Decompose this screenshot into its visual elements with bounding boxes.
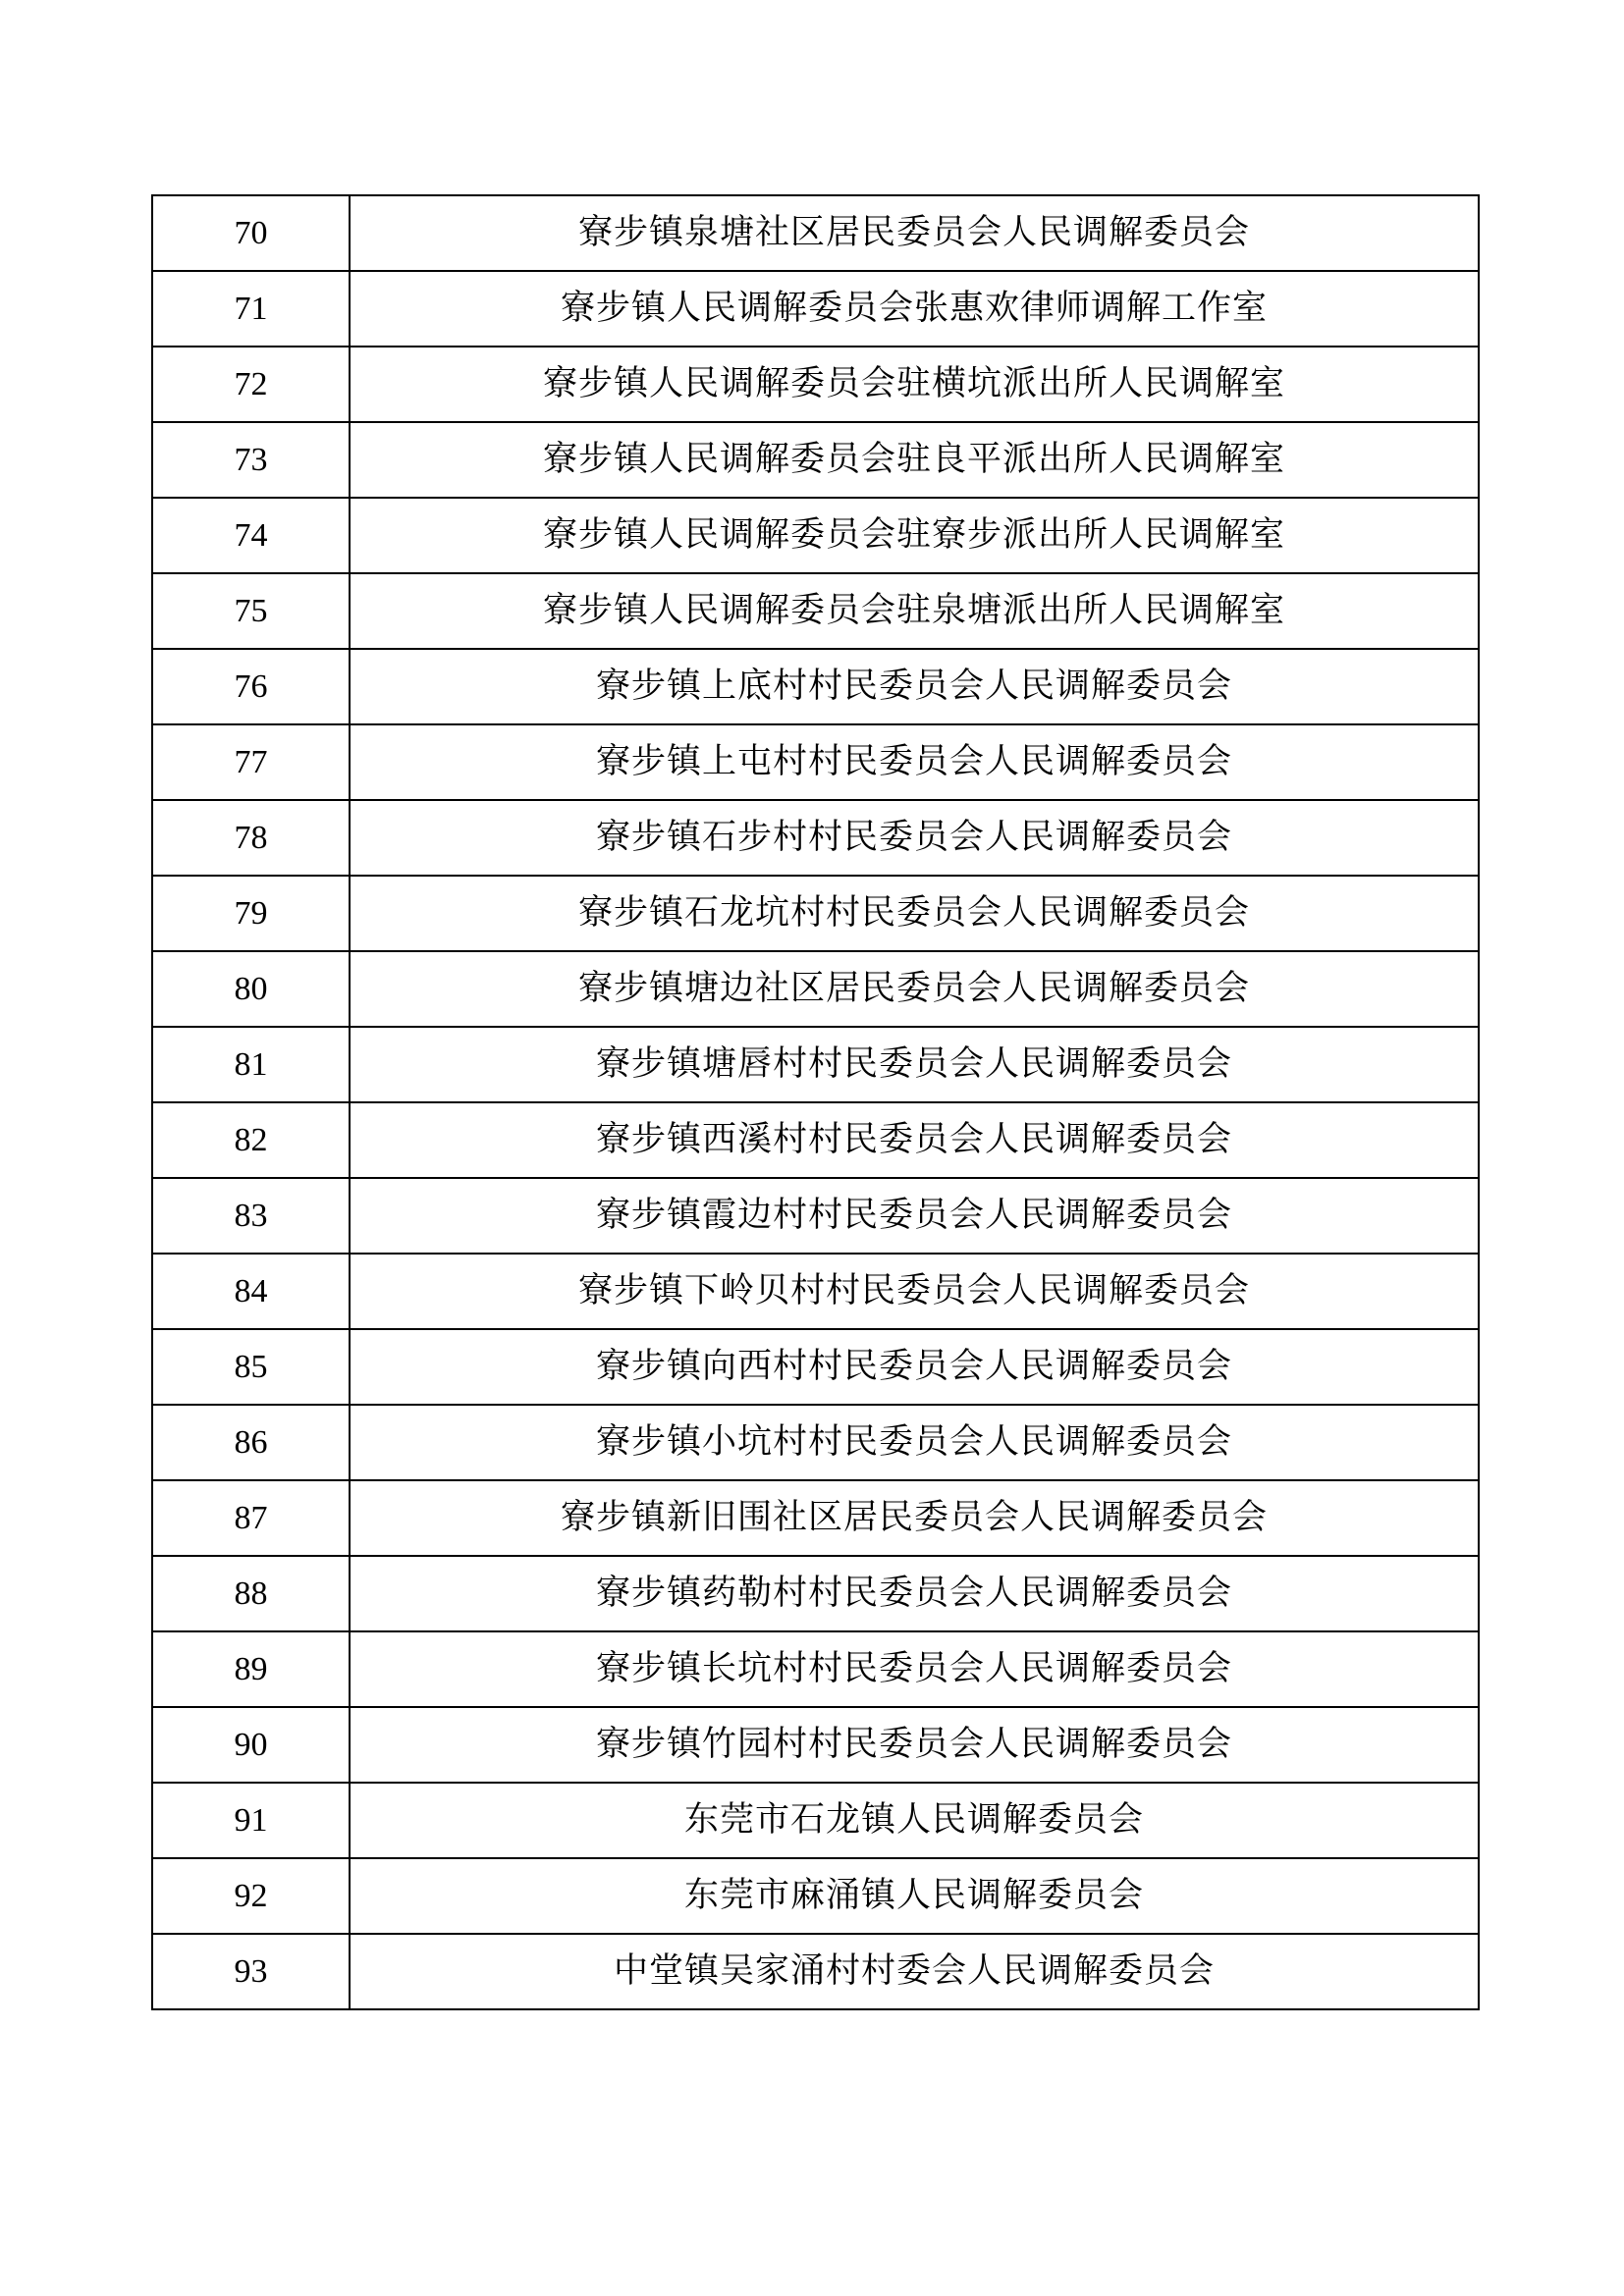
row-number: 91 [152,1783,350,1858]
table-row [152,1027,1479,1102]
row-number: 92 [152,1858,350,1934]
table-body [152,195,1479,2009]
table-row [152,1858,1479,1934]
row-number: 93 [152,1934,350,2009]
table-row [152,1329,1479,1405]
committee-name: 东莞市麻涌镇人民调解委员会 [350,1858,1479,1934]
mediation-committee-table [151,194,1480,2010]
committee-name: 寮步镇药勒村村民委员会人民调解委员会 [350,1556,1479,1631]
committee-name: 寮步镇人民调解委员会驻泉塘派出所人民调解室 [350,573,1479,649]
table-row [152,1556,1479,1631]
row-number: 74 [152,498,350,573]
committee-name: 寮步镇西溪村村民委员会人民调解委员会 [350,1102,1479,1178]
row-number: 83 [152,1178,350,1254]
row-number: 77 [152,724,350,800]
committee-name: 寮步镇下岭贝村村民委员会人民调解委员会 [350,1254,1479,1329]
committee-name: 寮步镇泉塘社区居民委员会人民调解委员会 [350,195,1479,271]
row-number: 73 [152,422,350,498]
row-number: 75 [152,573,350,649]
committee-name: 东莞市石龙镇人民调解委员会 [350,1783,1479,1858]
table-row [152,1254,1479,1329]
committee-name: 寮步镇新旧围社区居民委员会人民调解委员会 [350,1480,1479,1556]
row-number: 84 [152,1254,350,1329]
committee-name: 寮步镇小坑村村民委员会人民调解委员会 [350,1405,1479,1480]
table-row [152,271,1479,347]
committee-name: 寮步镇塘边社区居民委员会人民调解委员会 [350,951,1479,1027]
committee-name: 寮步镇人民调解委员会驻横坑派出所人民调解室 [350,347,1479,422]
table-row [152,1405,1479,1480]
table-row [152,724,1479,800]
committee-name: 寮步镇人民调解委员会张惠欢律师调解工作室 [350,271,1479,347]
committee-name: 寮步镇人民调解委员会驻良平派出所人民调解室 [350,422,1479,498]
row-number: 78 [152,800,350,876]
table-row [152,1707,1479,1783]
committee-name: 寮步镇霞边村村民委员会人民调解委员会 [350,1178,1479,1254]
table-row [152,347,1479,422]
table-row [152,422,1479,498]
table-row [152,1631,1479,1707]
row-number: 86 [152,1405,350,1480]
table-row [152,1102,1479,1178]
row-number: 85 [152,1329,350,1405]
row-number: 71 [152,271,350,347]
committee-name: 寮步镇石步村村民委员会人民调解委员会 [350,800,1479,876]
row-number: 70 [152,195,350,271]
table-row [152,800,1479,876]
row-number: 82 [152,1102,350,1178]
table-row [152,498,1479,573]
table-row [152,951,1479,1027]
table-row [152,1480,1479,1556]
row-number: 88 [152,1556,350,1631]
committee-name: 中堂镇吴家涌村村委会人民调解委员会 [350,1934,1479,2009]
committee-name: 寮步镇人民调解委员会驻寮步派出所人民调解室 [350,498,1479,573]
row-number: 79 [152,876,350,951]
row-number: 89 [152,1631,350,1707]
table-row [152,573,1479,649]
committee-name: 寮步镇向西村村民委员会人民调解委员会 [350,1329,1479,1405]
row-number: 81 [152,1027,350,1102]
table-row [152,876,1479,951]
committee-name: 寮步镇石龙坑村村民委员会人民调解委员会 [350,876,1479,951]
row-number: 90 [152,1707,350,1783]
table-row [152,195,1479,271]
committee-name: 寮步镇上屯村村民委员会人民调解委员会 [350,724,1479,800]
committee-name: 寮步镇上底村村民委员会人民调解委员会 [350,649,1479,724]
row-number: 87 [152,1480,350,1556]
row-number: 76 [152,649,350,724]
row-number: 80 [152,951,350,1027]
committee-name: 寮步镇塘唇村村民委员会人民调解委员会 [350,1027,1479,1102]
row-number: 72 [152,347,350,422]
table-row [152,649,1479,724]
committee-name: 寮步镇竹园村村民委员会人民调解委员会 [350,1707,1479,1783]
table-row [152,1178,1479,1254]
table-row [152,1934,1479,2009]
committee-name: 寮步镇长坑村村民委员会人民调解委员会 [350,1631,1479,1707]
table-row [152,1783,1479,1858]
